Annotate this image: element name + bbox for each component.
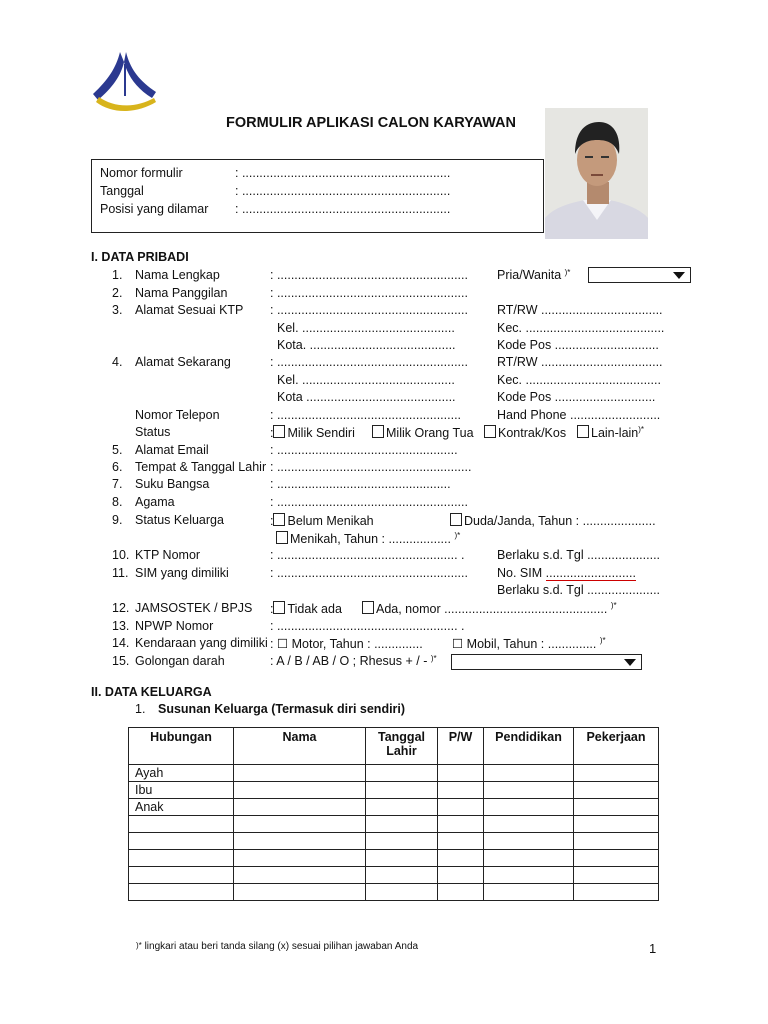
checkbox[interactable] [450, 513, 462, 526]
section-personal-data-title: I. DATA PRIBADI [91, 250, 189, 264]
ktp-kec-field[interactable]: Kec. ........................................ [497, 321, 665, 335]
table-row [129, 833, 659, 850]
table-cell[interactable] [438, 850, 484, 867]
table-cell[interactable] [366, 867, 438, 884]
table-cell[interactable] [574, 867, 659, 884]
table-cell[interactable] [574, 799, 659, 816]
ktp-address-field[interactable]: : ....................................................... [270, 303, 468, 317]
blood-type-label: Golongan darah [135, 654, 225, 668]
table-cell[interactable] [129, 867, 234, 884]
sim-valid-field[interactable]: Berlaku s.d. Tgl ..................... [497, 583, 661, 597]
status-label: Status [135, 425, 171, 439]
bpjs-label: JAMSOSTEK / BPJS [135, 601, 253, 615]
section-family-data-title: II. DATA KELUARGA [91, 685, 212, 699]
checkbox[interactable] [372, 425, 384, 438]
ktp-number-field[interactable]: : .................................................... . [270, 548, 465, 562]
page-number: 1 [649, 941, 657, 956]
table-cell[interactable] [438, 867, 484, 884]
table-cell[interactable] [234, 782, 366, 799]
ktp-kota-field[interactable]: Kota. .......................................... [277, 338, 456, 352]
birth-field[interactable]: : ........................................................ [270, 460, 472, 474]
status-option-other: Lain-lain)* [577, 425, 644, 440]
full-name-field[interactable]: : ....................................................... [270, 268, 468, 282]
table-cell[interactable] [234, 850, 366, 867]
table-cell[interactable] [234, 816, 366, 833]
table-header: Pendidikan [484, 728, 574, 765]
table-cell[interactable] [234, 833, 366, 850]
row-number: 6. [112, 460, 123, 474]
current-kota-field[interactable]: Kota ........................................... [277, 390, 456, 404]
table-cell[interactable] [484, 884, 574, 901]
table-cell[interactable] [574, 765, 659, 782]
car-option[interactable]: ☐ Mobil, Tahun : .............. )* [452, 636, 606, 651]
checkbox[interactable] [273, 601, 285, 614]
row-number: 11. [112, 566, 129, 580]
table-row [129, 867, 659, 884]
gender-select[interactable] [588, 267, 691, 283]
single-option: : Belum Menikah [270, 514, 374, 528]
blood-type-select[interactable] [451, 654, 642, 670]
current-address-field[interactable]: : ....................................................... [270, 355, 468, 369]
table-cell[interactable] [366, 816, 438, 833]
table-row [129, 799, 659, 816]
relation-cell: Ibu [129, 782, 234, 799]
family-structure-title: Susunan Keluarga (Termasuk diri sendiri) [158, 702, 406, 716]
table-cell[interactable] [484, 782, 574, 799]
phone-field[interactable]: : ..................................................... [270, 408, 462, 422]
checkbox[interactable] [273, 513, 285, 526]
family-status-label: Status Keluarga [135, 513, 224, 527]
status-option-parents: Milik Orang Tua [372, 425, 474, 440]
table-row [129, 816, 659, 833]
bpjs-number-option: Ada, nomor ............................................... )* [362, 601, 617, 616]
row-number: 9. [112, 513, 123, 527]
nickname-field[interactable]: : ....................................................... [270, 286, 468, 300]
ethnicity-field[interactable]: : .................................................. [270, 477, 451, 491]
relation-cell: Ayah [129, 765, 234, 782]
table-cell[interactable] [438, 816, 484, 833]
checkbox[interactable] [484, 425, 496, 438]
table-cell[interactable] [366, 765, 438, 782]
status-options: : Milik Sendiri [270, 426, 355, 440]
table-cell[interactable] [574, 833, 659, 850]
table-cell[interactable] [438, 833, 484, 850]
position-field[interactable]: : ............................................................ [235, 202, 451, 216]
bpjs-none-option: : Tidak ada [270, 602, 342, 616]
table-cell[interactable] [484, 833, 574, 850]
row-number: 2. [112, 286, 123, 300]
widowed-option: Duda/Janda, Tahun : ..................... [450, 513, 656, 528]
table-cell[interactable] [234, 765, 366, 782]
ethnicity-label: Suku Bangsa [135, 477, 210, 491]
applicant-photo [545, 108, 648, 239]
npwp-field[interactable]: : .................................................... . [270, 619, 465, 633]
nickname-label: Nama Panggilan [135, 286, 228, 300]
ktp-rtrw-field[interactable]: RT/RW ................................... [497, 303, 663, 317]
email-label: Alamat Email [135, 443, 209, 457]
handphone-field[interactable]: Hand Phone .......................... [497, 408, 661, 422]
table-cell[interactable] [484, 867, 574, 884]
table-row [129, 765, 659, 782]
chevron-down-icon [624, 659, 636, 666]
current-address-label: Alamat Sekarang [135, 355, 231, 369]
table-cell[interactable] [129, 833, 234, 850]
table-cell[interactable] [366, 799, 438, 816]
checkbox[interactable] [276, 531, 288, 544]
religion-label: Agama [135, 495, 175, 509]
row-number: 7. [112, 477, 123, 491]
footnote: )* lingkari atau beri tanda silang (x) sesuai pilihan jawaban Anda [136, 941, 419, 952]
row-number: 12. [112, 601, 130, 615]
company-logo [90, 50, 160, 112]
row-number: 1. [112, 268, 123, 282]
table-cell[interactable] [438, 884, 484, 901]
table-cell[interactable] [129, 884, 234, 901]
current-kec-field[interactable]: Kec. ....................................... [497, 373, 661, 387]
table-cell[interactable] [366, 884, 438, 901]
checkbox[interactable] [577, 425, 589, 438]
ktp-number-label: KTP Nomor [135, 548, 201, 562]
ktp-valid-field[interactable]: Berlaku s.d. Tgl ..................... [497, 548, 661, 562]
table-cell[interactable] [484, 850, 574, 867]
row-number: 3. [112, 303, 123, 317]
table-cell[interactable] [234, 799, 366, 816]
table-header: Nama [234, 728, 366, 765]
row-number: 14. [112, 636, 130, 650]
table-header: Hubungan [129, 728, 234, 765]
row-number: 13. [112, 619, 130, 633]
table-cell[interactable] [484, 765, 574, 782]
table-cell[interactable] [366, 833, 438, 850]
table-cell[interactable] [366, 850, 438, 867]
ktp-kel-field[interactable]: Kel. ............................................ [277, 321, 455, 335]
date-label: Tanggal [100, 184, 144, 198]
table-row [129, 850, 659, 867]
motorcycle-option[interactable]: : ☐ Motor, Tahun : .............. [270, 637, 423, 651]
sim-field[interactable]: : ....................................................... [270, 566, 468, 580]
table-header: Pekerjaan [574, 728, 659, 765]
checkbox[interactable] [273, 425, 285, 438]
vehicle-label: Kendaraan yang dimiliki [135, 636, 268, 650]
table-cell[interactable] [129, 850, 234, 867]
table-cell[interactable] [484, 799, 574, 816]
date-field[interactable]: : ............................................................ [235, 184, 451, 198]
current-rtrw-field[interactable]: RT/RW ................................... [497, 355, 663, 369]
religion-field[interactable]: : ....................................................... [270, 495, 468, 509]
checkbox[interactable] [362, 601, 374, 614]
table-cell[interactable] [438, 765, 484, 782]
chevron-down-icon [673, 272, 685, 279]
table-cell[interactable] [574, 884, 659, 901]
row-number: 8. [112, 495, 123, 509]
table-cell[interactable] [438, 782, 484, 799]
table-cell[interactable] [574, 816, 659, 833]
table-row [129, 782, 659, 799]
ktp-kodepos-field[interactable]: Kode Pos .............................. [497, 338, 659, 352]
gender-label: Pria/Wanita )* [497, 268, 571, 282]
blood-type-options: : A / B / AB / O ; Rhesus + / - )* [270, 654, 437, 668]
full-name-label: Nama Lengkap [135, 268, 220, 282]
table-cell[interactable] [438, 799, 484, 816]
sim-number-field[interactable]: No. SIM .......................... [497, 566, 636, 580]
ktp-address-label: Alamat Sesuai KTP [135, 303, 244, 317]
row-number: 5. [112, 443, 123, 457]
current-kodepos-field[interactable]: Kode Pos ............................. [497, 390, 656, 404]
position-label: Posisi yang dilamar [100, 202, 209, 216]
row-number: 10. [112, 548, 130, 562]
table-cell[interactable] [234, 884, 366, 901]
table-cell[interactable] [366, 782, 438, 799]
row-number: 1. [135, 702, 146, 716]
table-cell[interactable] [574, 850, 659, 867]
table-cell[interactable] [234, 867, 366, 884]
form-number-field[interactable]: : ............................................................ [235, 166, 451, 180]
row-number: 4. [112, 355, 123, 369]
table-header: Tanggal Lahir [366, 728, 438, 765]
npwp-label: NPWP Nomor [135, 619, 214, 633]
table-header: P/W [438, 728, 484, 765]
form-number-label: Nomor formulir [100, 166, 183, 180]
relation-cell: Anak [129, 799, 234, 816]
table-cell[interactable] [484, 816, 574, 833]
table-row [129, 884, 659, 901]
current-kel-field[interactable]: Kel. ............................................ [277, 373, 455, 387]
email-field[interactable]: : .................................................... [270, 443, 458, 457]
sim-label: SIM yang dimiliki [135, 566, 229, 580]
status-option-rent: Kontrak/Kos [484, 425, 566, 440]
row-number: 15. [112, 654, 130, 668]
phone-label: Nomor Telepon [135, 408, 220, 422]
birth-label: Tempat & Tanggal Lahir [135, 460, 267, 474]
married-option: Menikah, Tahun : .................. )* [276, 531, 460, 546]
form-title: FORMULIR APLIKASI CALON KARYAWAN [226, 115, 516, 131]
table-cell[interactable] [574, 782, 659, 799]
family-table [128, 727, 659, 901]
table-cell[interactable] [129, 816, 234, 833]
